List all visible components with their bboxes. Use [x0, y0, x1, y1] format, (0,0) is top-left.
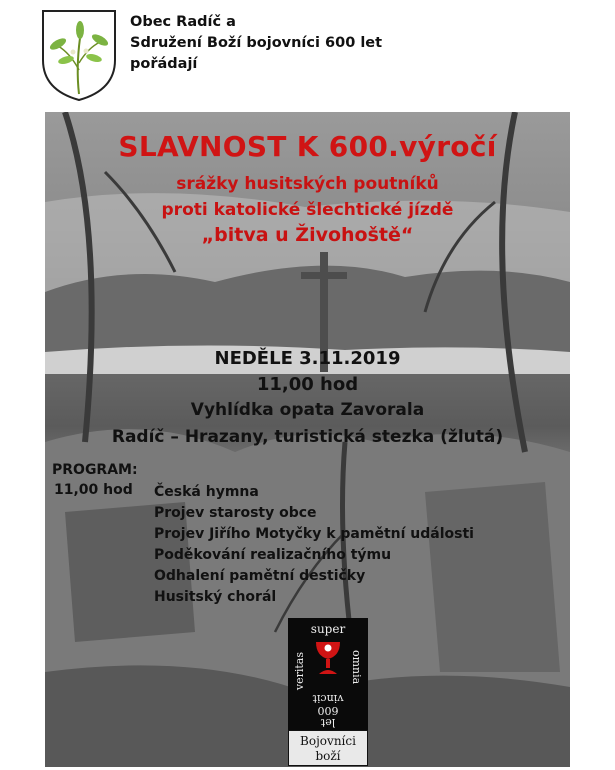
event-time: 11,00 hod [256, 374, 359, 395]
emblem-years-number: 600 [317, 704, 339, 717]
organizer-line: pořádají [130, 56, 198, 72]
emblem-word-bottom [288, 692, 368, 728]
boji-bojovnici-emblem [288, 618, 368, 766]
emblem-caption-line: boží [315, 749, 341, 763]
chalice-icon [313, 640, 343, 676]
program-start-time: 11,00 hod [54, 482, 133, 498]
program-item: Česká hymna [154, 484, 259, 500]
event-date: NEDĚLE 3.11.2019 [214, 348, 401, 369]
event-title: SLAVNOST K 600.výročí [118, 130, 497, 163]
emblem-caption-line: Bojovníci [300, 734, 356, 748]
program-item: Projev Jiřího Motyčky k pamětní události [154, 526, 474, 542]
poster-photo [45, 112, 570, 767]
event-subtitle-line: „bitva u Živohoště“ [201, 224, 414, 246]
village-crest-icon [40, 8, 118, 102]
emblem-word-right: omnia [350, 650, 363, 685]
program-item: Husitský chorál [154, 589, 277, 605]
event-subtitle-line: proti katolické šlechtické jízdě [161, 200, 454, 220]
organizer-line: Sdružení Boží bojovníci 600 let [130, 35, 383, 51]
event-subtitle-line: srážky husitských poutníků [176, 174, 439, 194]
program-label: PROGRAM: [52, 462, 138, 478]
program-list [154, 482, 474, 608]
emblem-caption [288, 730, 368, 766]
program-item: Poděkování realizačního týmu [154, 547, 392, 563]
organizers [130, 12, 382, 75]
emblem-years-word: let [320, 716, 336, 729]
emblem-word-top: super [310, 622, 346, 636]
program-item: Odhalení pamětní destičky [154, 568, 366, 584]
event-place: Vyhlídka opata Zavorala [190, 400, 425, 420]
program-item: Projev starosty obce [154, 505, 317, 521]
emblem-motto-end: vincit [312, 692, 344, 705]
emblem-word-left: veritas [293, 652, 306, 691]
event-route: Radíč – Hrazany, turistická stezka (žlutá) [111, 427, 504, 447]
organizer-line: Obec Radíč a [130, 14, 236, 30]
